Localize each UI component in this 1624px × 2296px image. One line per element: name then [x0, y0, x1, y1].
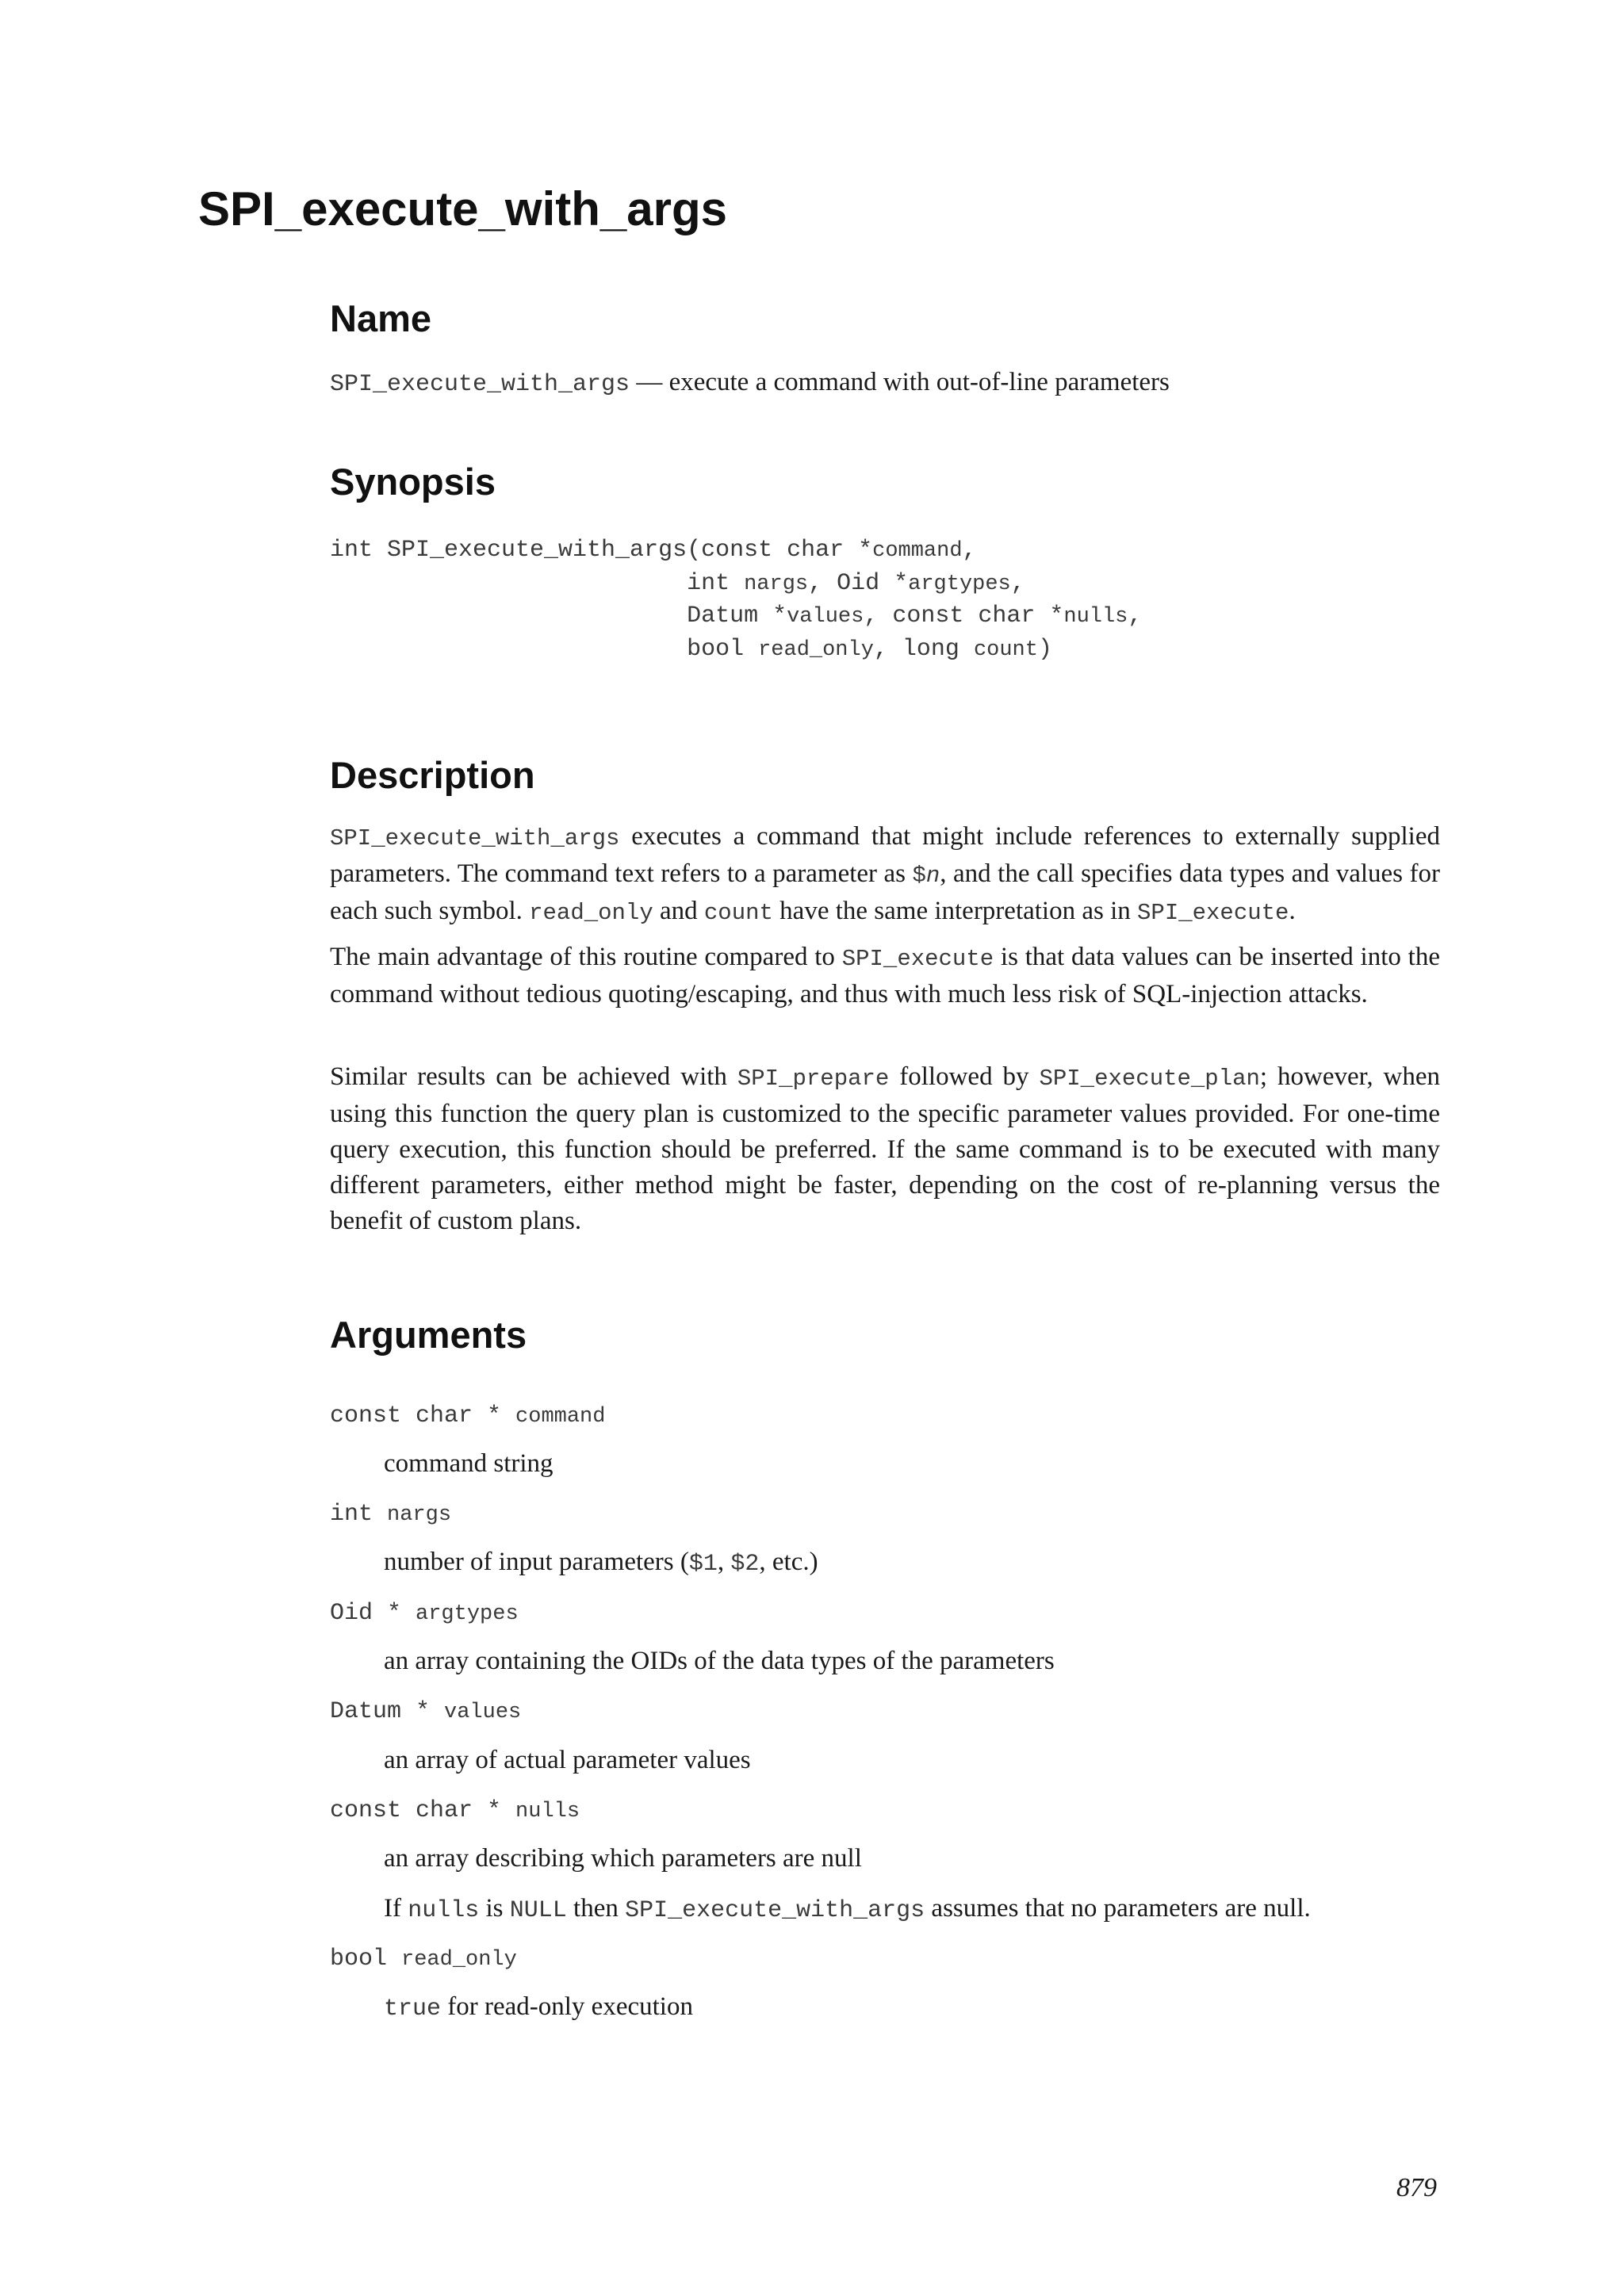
synopsis-line-4: bool read_only, long count) [687, 635, 1052, 663]
argument-term-nargs: int nargs [330, 1501, 452, 1528]
name-summary-line [330, 366, 1170, 400]
argument-term-nulls: const char * nulls [330, 1797, 580, 1824]
argument-description-argtypes: an array containing the OIDs of the data types of the parameters [384, 1647, 1055, 1675]
description-paragraph-3: Similar results can be achieved with SPI_prepare followed by SPI_execute_plan; however, when using this function the query plan is customized to the specific parameter values provided. For one-time query execution, this function should be preferred. If the same command is to be executed with many different parameters, either method might be faster, depending on the cost of re-planning versus the benefit of custom plans. [330, 1062, 1441, 1235]
synopsis-line-3: Datum *values, const char *nulls, [687, 603, 1143, 629]
function-summary: — execute a command with out-of-line parameters [630, 368, 1170, 396]
description-paragraph-2: The main advantage of this routine compared to SPI_execute is that data values can be inserted into the command without tedious quoting/escaping, and thus with much less risk of SQL-injection attacks. [330, 943, 1440, 1008]
argument-term-command: const char * command [330, 1402, 606, 1429]
argument-term-argtypes: Oid * argtypes [330, 1600, 519, 1627]
page-title: SPI_execute_with_args [198, 182, 728, 235]
synopsis-code [330, 534, 1142, 666]
synopsis-line-2: int nargs, Oid *argtypes, [687, 569, 1025, 597]
argument-note-nulls: If nulls is NULL then SPI_execute_with_args assumes that no parameters are null. [384, 1894, 1311, 1924]
argument-description-read-only: true for read-only execution [384, 1992, 693, 2022]
argument-term-read-only: bool read_only [330, 1946, 517, 1973]
argument-term-values: Datum * values [330, 1698, 522, 1725]
description-paragraph-1: SPI_execute_with_args executes a command that might include references to externally supplied parameters. The command text refers to a parameter as $n, and the call specifies data types and values for each such symbol. read_only and count have the same interpretation as in SPI_execute. [330, 822, 1440, 926]
synopsis-heading: Synopsis [330, 461, 496, 503]
argument-description-command: command string [384, 1449, 553, 1478]
name-heading: Name [330, 297, 432, 339]
synopsis-line-1: int SPI_execute_with_args(const char *command, [330, 537, 977, 564]
argument-description-values: an array of actual parameter values [384, 1746, 751, 1774]
description-heading: Description [330, 754, 535, 796]
argument-description-nulls: an array describing which parameters are null [384, 1844, 862, 1873]
arguments-heading: Arguments [330, 1314, 527, 1356]
page-number: 879 [1396, 2173, 1437, 2202]
function-name: SPI_execute_with_args [330, 371, 630, 398]
argument-description-nargs: number of input parameters ($1, $2, etc.) [384, 1548, 818, 1578]
